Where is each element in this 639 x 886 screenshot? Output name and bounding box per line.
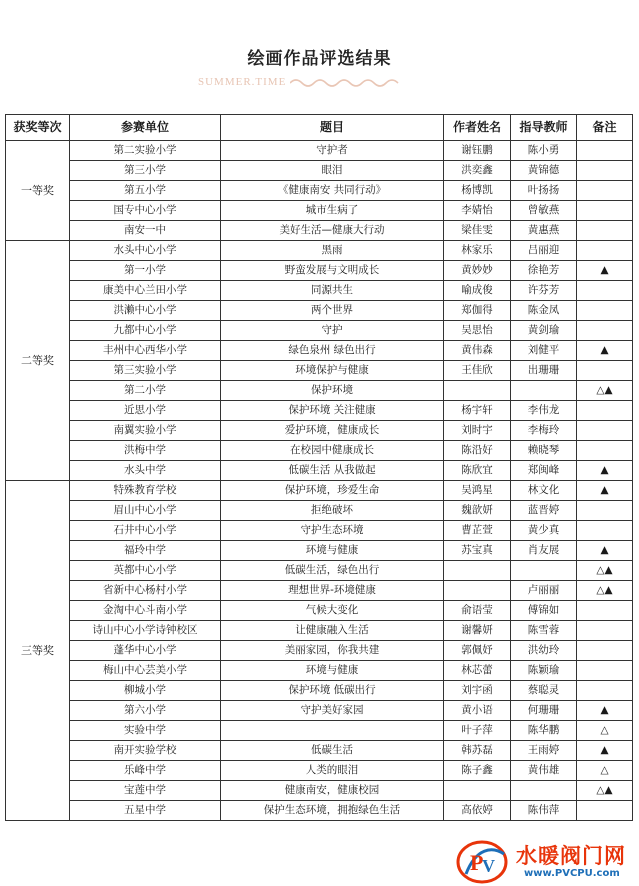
unit-cell: 梅山中心芸美小学 (70, 661, 221, 681)
note-cell (577, 421, 633, 441)
note-cell: ▲ (577, 741, 633, 761)
teacher-cell: 黄少真 (511, 521, 577, 541)
unit-cell: 第一小学 (70, 261, 221, 281)
topic-cell: 拒绝破坏 (221, 501, 444, 521)
unit-cell: 实验中学 (70, 721, 221, 741)
wave-decoration-icon (290, 76, 400, 90)
table-row (6, 541, 633, 561)
author-cell: 谢馨妍 (444, 621, 511, 641)
table-row (6, 141, 633, 161)
topic-cell: 守护美好家园 (221, 701, 444, 721)
topic-cell: 健康南安，健康校园 (221, 781, 444, 801)
teacher-cell: 黄剑瑜 (511, 321, 577, 341)
author-cell: 黄伟森 (444, 341, 511, 361)
table-row (6, 241, 633, 261)
note-cell (577, 681, 633, 701)
note-cell: △▲ (577, 561, 633, 581)
author-cell: 吴鸿星 (444, 481, 511, 501)
topic-cell: 在校园中健康成长 (221, 441, 444, 461)
watermark-url: www.PVCPU.com (524, 868, 620, 879)
note-cell (577, 201, 633, 221)
author-cell (444, 561, 511, 581)
topic-cell: 保护环境 (221, 381, 444, 401)
prize-cell: 一等奖 (6, 141, 70, 241)
unit-cell: 第三实验小学 (70, 361, 221, 381)
table-row (6, 741, 633, 761)
table-row (6, 601, 633, 621)
teacher-cell (511, 561, 577, 581)
table-row (6, 641, 633, 661)
unit-cell: 洪濑中心小学 (70, 301, 221, 321)
teacher-cell: 洪幼玲 (511, 641, 577, 661)
topic-cell: 眼泪 (221, 161, 444, 181)
topic-cell: 保护环境，珍爱生命 (221, 481, 444, 501)
svg-text:P: P (470, 850, 484, 875)
table-body (6, 141, 633, 821)
unit-cell: 五星中学 (70, 801, 221, 821)
topic-cell: 环境与健康 (221, 661, 444, 681)
table-row (6, 321, 633, 341)
table-row (6, 701, 633, 721)
teacher-cell: 蔡聪灵 (511, 681, 577, 701)
topic-cell: 守护者 (221, 141, 444, 161)
teacher-cell: 曾敏燕 (511, 201, 577, 221)
author-cell (444, 781, 511, 801)
note-cell (577, 361, 633, 381)
note-cell (577, 621, 633, 641)
topic-cell: 美好生活—健康大行动 (221, 221, 444, 241)
note-cell (577, 141, 633, 161)
table-row (6, 341, 633, 361)
teacher-cell: 陈华鹏 (511, 721, 577, 741)
teacher-cell: 许芬芳 (511, 281, 577, 301)
author-cell: 魏歆妍 (444, 501, 511, 521)
teacher-cell: 何珊珊 (511, 701, 577, 721)
teacher-cell (511, 381, 577, 401)
author-cell: 吴思怡 (444, 321, 511, 341)
author-cell: 韩苏磊 (444, 741, 511, 761)
teacher-cell: 蓝晋婷 (511, 501, 577, 521)
unit-cell: 水头中心小学 (70, 241, 221, 261)
teacher-cell: 叶扬扬 (511, 181, 577, 201)
topic-cell: 同源共生 (221, 281, 444, 301)
results-table (5, 114, 633, 821)
table-row (6, 281, 633, 301)
topic-cell: 气候大变化 (221, 601, 444, 621)
unit-cell: 石井中心小学 (70, 521, 221, 541)
note-cell (577, 401, 633, 421)
note-cell (577, 801, 633, 821)
header-unit: 参赛单位 (70, 115, 221, 141)
unit-cell: 国专中心小学 (70, 201, 221, 221)
teacher-cell: 赖晓琴 (511, 441, 577, 461)
author-cell: 高依婷 (444, 801, 511, 821)
note-cell (577, 181, 633, 201)
teacher-cell (511, 781, 577, 801)
unit-cell: 金淘中心斗南小学 (70, 601, 221, 621)
note-cell (577, 321, 633, 341)
teacher-cell: 李伟龙 (511, 401, 577, 421)
unit-cell: 福玲中学 (70, 541, 221, 561)
teacher-cell: 刘健平 (511, 341, 577, 361)
unit-cell: 水头中学 (70, 461, 221, 481)
author-cell: 陈沿好 (444, 441, 511, 461)
unit-cell: 第二实验小学 (70, 141, 221, 161)
table-row (6, 621, 633, 641)
note-cell: △▲ (577, 381, 633, 401)
unit-cell: 康美中心兰田小学 (70, 281, 221, 301)
note-cell: ▲ (577, 481, 633, 501)
unit-cell: 第三小学 (70, 161, 221, 181)
author-cell: 陈子鑫 (444, 761, 511, 781)
table-header-row (6, 115, 633, 141)
teacher-cell: 卢丽丽 (511, 581, 577, 601)
author-cell: 郑伽得 (444, 301, 511, 321)
unit-cell: 九都中心小学 (70, 321, 221, 341)
unit-cell: 近思小学 (70, 401, 221, 421)
table-row (6, 421, 633, 441)
teacher-cell: 黄伟雄 (511, 761, 577, 781)
unit-cell: 乐峰中学 (70, 761, 221, 781)
watermark-text: 水暖阀门网 (516, 844, 626, 868)
author-cell: 林家乐 (444, 241, 511, 261)
table-row (6, 581, 633, 601)
unit-cell: 英都中心小学 (70, 561, 221, 581)
unit-cell: 洪梅中学 (70, 441, 221, 461)
note-cell: ▲ (577, 461, 633, 481)
note-cell: ▲ (577, 541, 633, 561)
table-row (6, 761, 633, 781)
teacher-cell: 林文化 (511, 481, 577, 501)
header-topic: 题目 (221, 115, 444, 141)
table-row (6, 441, 633, 461)
table-row (6, 461, 633, 481)
author-cell (444, 581, 511, 601)
author-cell: 郭佩妤 (444, 641, 511, 661)
unit-cell: 眉山中心小学 (70, 501, 221, 521)
topic-cell: 两个世界 (221, 301, 444, 321)
header-note: 备注 (577, 115, 633, 141)
unit-cell: 南开实验学校 (70, 741, 221, 761)
prize-cell: 二等奖 (6, 241, 70, 481)
author-cell: 王佳欣 (444, 361, 511, 381)
note-cell (577, 521, 633, 541)
author-cell: 梁佳雯 (444, 221, 511, 241)
topic-cell: 环境与健康 (221, 541, 444, 561)
unit-cell: 第六小学 (70, 701, 221, 721)
topic-cell: 黑雨 (221, 241, 444, 261)
author-cell: 刘时宇 (444, 421, 511, 441)
table-row (6, 661, 633, 681)
table-row (6, 381, 633, 401)
table-row (6, 301, 633, 321)
note-cell (577, 221, 633, 241)
page-title: 绘画作品评选结果 (247, 49, 392, 69)
topic-cell: 城市生病了 (221, 201, 444, 221)
author-cell: 林芯蕾 (444, 661, 511, 681)
author-cell: 俞语莹 (444, 601, 511, 621)
subtitle-decoration: SUMMER.TIME (198, 76, 287, 88)
unit-cell: 南安一中 (70, 221, 221, 241)
topic-cell: 保护环境 低碳出行 (221, 681, 444, 701)
teacher-cell: 陈金凤 (511, 301, 577, 321)
unit-cell: 特殊教育学校 (70, 481, 221, 501)
teacher-cell: 郑闽峰 (511, 461, 577, 481)
author-cell: 刘宇函 (444, 681, 511, 701)
topic-cell: 野蛮发展与文明成长 (221, 261, 444, 281)
note-cell: ▲ (577, 261, 633, 281)
topic-cell: 理想世界-环境健康 (221, 581, 444, 601)
header-prize: 获奖等次 (6, 115, 70, 141)
note-cell: △▲ (577, 581, 633, 601)
author-cell: 陈欣宜 (444, 461, 511, 481)
author-cell: 杨宇轩 (444, 401, 511, 421)
topic-cell: 《健康南安 共同行动》 (221, 181, 444, 201)
note-cell (577, 241, 633, 261)
teacher-cell: 黄锦德 (511, 161, 577, 181)
table-row (6, 481, 633, 501)
author-cell (444, 381, 511, 401)
topic-cell: 爱护环境，健康成长 (221, 421, 444, 441)
teacher-cell: 徐艳芳 (511, 261, 577, 281)
note-cell (577, 281, 633, 301)
topic-cell: 低碳生活 (221, 741, 444, 761)
author-cell: 李婧怡 (444, 201, 511, 221)
topic-cell: 低碳生活，绿色出行 (221, 561, 444, 581)
author-cell: 洪奕鑫 (444, 161, 511, 181)
note-cell: ▲ (577, 341, 633, 361)
table-row (6, 781, 633, 801)
prize-cell: 三等奖 (6, 481, 70, 821)
teacher-cell: 陈伟萍 (511, 801, 577, 821)
topic-cell: 守护 (221, 321, 444, 341)
author-cell: 黄小语 (444, 701, 511, 721)
teacher-cell: 陈小勇 (511, 141, 577, 161)
svg-text:V: V (482, 856, 495, 876)
table-row (6, 361, 633, 381)
topic-cell: 让健康融入生活 (221, 621, 444, 641)
unit-cell: 柳城小学 (70, 681, 221, 701)
author-cell: 曹芷萱 (444, 521, 511, 541)
note-cell (577, 661, 633, 681)
teacher-cell: 李梅玲 (511, 421, 577, 441)
table-row (6, 801, 633, 821)
unit-cell: 第二小学 (70, 381, 221, 401)
note-cell (577, 501, 633, 521)
header-author: 作者姓名 (444, 115, 511, 141)
note-cell (577, 161, 633, 181)
unit-cell: 诗山中心小学诗钟校区 (70, 621, 221, 641)
topic-cell: 美丽家园，你我共建 (221, 641, 444, 661)
teacher-cell: 陈颖瑜 (511, 661, 577, 681)
note-cell: △ (577, 721, 633, 741)
unit-cell: 南翼实验小学 (70, 421, 221, 441)
teacher-cell: 黄惠燕 (511, 221, 577, 241)
unit-cell: 第五小学 (70, 181, 221, 201)
teacher-cell: 出珊珊 (511, 361, 577, 381)
table-row (6, 161, 633, 181)
table-row (6, 181, 633, 201)
unit-cell: 丰州中心西华小学 (70, 341, 221, 361)
note-cell (577, 641, 633, 661)
topic-cell: 保护生态环境，拥抱绿色生活 (221, 801, 444, 821)
unit-cell: 宝莲中学 (70, 781, 221, 801)
note-cell (577, 301, 633, 321)
author-cell: 黄妙妙 (444, 261, 511, 281)
table-row (6, 561, 633, 581)
author-cell: 苏宝真 (444, 541, 511, 561)
table-row (6, 721, 633, 741)
teacher-cell: 傅锦如 (511, 601, 577, 621)
author-cell: 杨博凯 (444, 181, 511, 201)
table-row (6, 221, 633, 241)
table-row (6, 521, 633, 541)
author-cell: 叶子萍 (444, 721, 511, 741)
table-row (6, 681, 633, 701)
teacher-cell: 王雨婷 (511, 741, 577, 761)
author-cell: 谢钰鹏 (444, 141, 511, 161)
note-cell: ▲ (577, 701, 633, 721)
table-row (6, 201, 633, 221)
teacher-cell: 肖友展 (511, 541, 577, 561)
topic-cell: 守护生态环境 (221, 521, 444, 541)
table-row (6, 401, 633, 421)
topic-cell: 人类的眼泪 (221, 761, 444, 781)
topic-cell: 保护环境 关注健康 (221, 401, 444, 421)
note-cell: △▲ (577, 781, 633, 801)
teacher-cell: 吕丽迎 (511, 241, 577, 261)
note-cell (577, 601, 633, 621)
table-row (6, 501, 633, 521)
note-cell: △ (577, 761, 633, 781)
author-cell: 喻成俊 (444, 281, 511, 301)
note-cell (577, 441, 633, 461)
header-teacher: 指导教师 (511, 115, 577, 141)
topic-cell: 环境保护与健康 (221, 361, 444, 381)
unit-cell: 省新中心杨村小学 (70, 581, 221, 601)
topic-cell (221, 721, 444, 741)
teacher-cell: 陈雪蓉 (511, 621, 577, 641)
topic-cell: 低碳生活 从我做起 (221, 461, 444, 481)
table-row (6, 261, 633, 281)
topic-cell: 绿色泉州 绿色出行 (221, 341, 444, 361)
unit-cell: 蓬华中心小学 (70, 641, 221, 661)
